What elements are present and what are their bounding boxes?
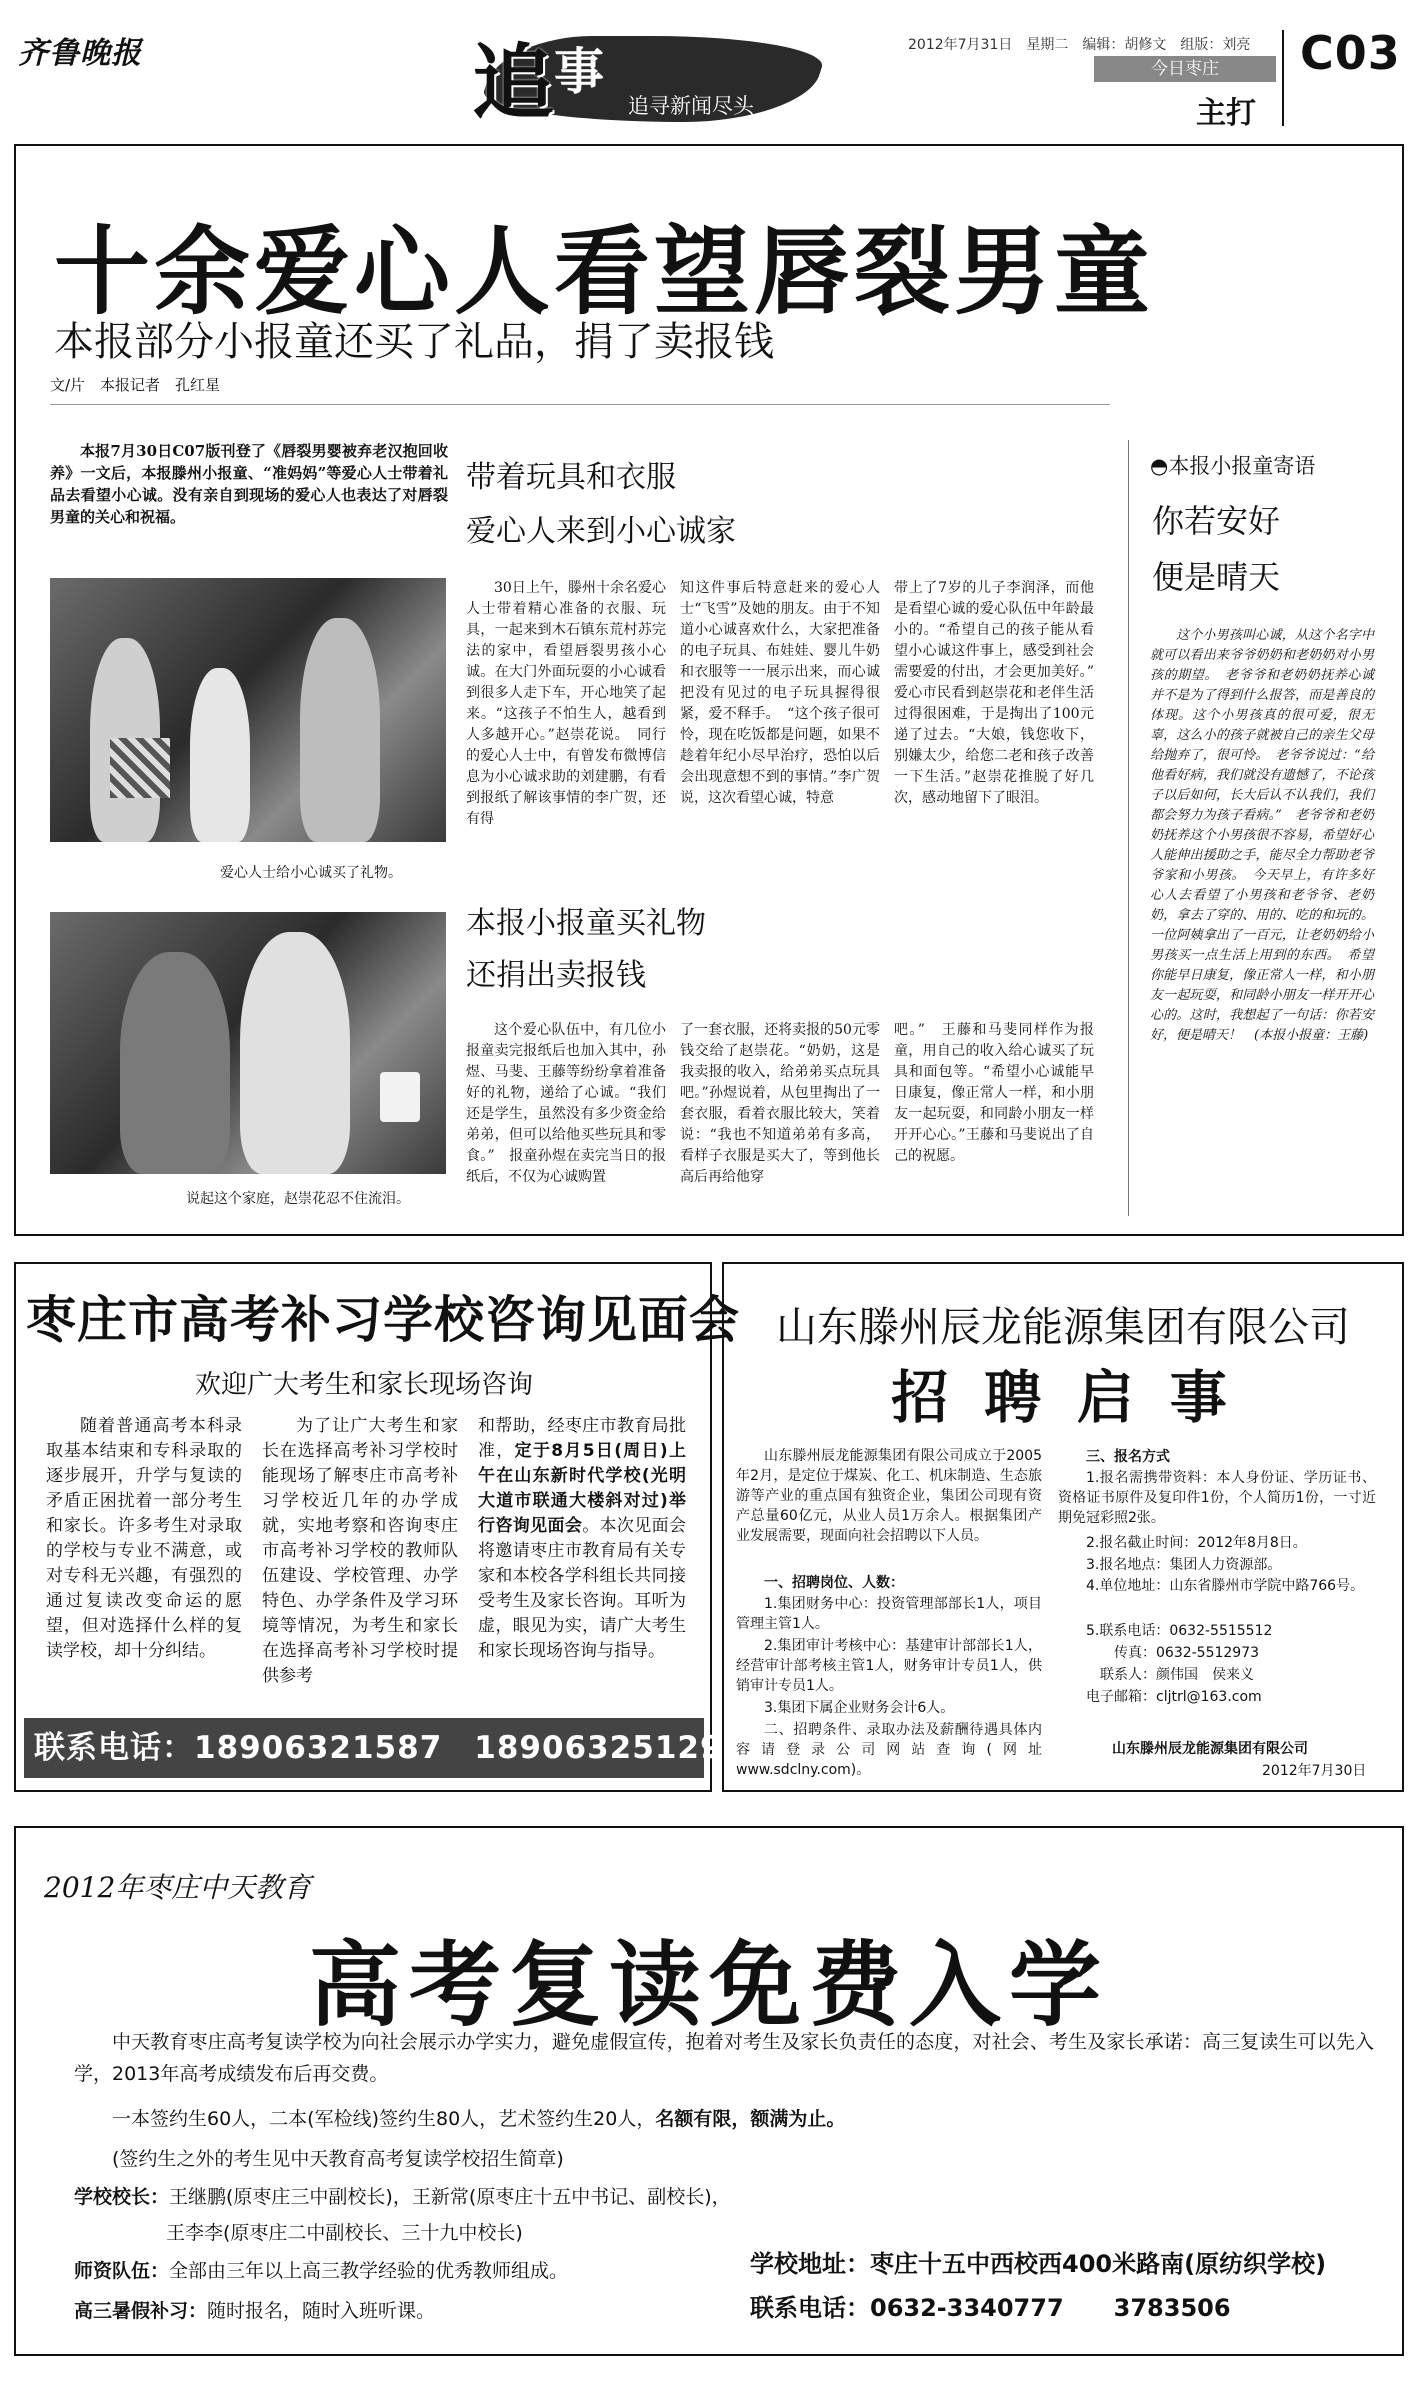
ad2-intro: 山东滕州辰龙能源集团有限公司成立于2005年2月，是定位于煤炭、化工、机床制造、生态旅游等产业的重点国有独资企业，集团公司现有资产总量60亿元，从业人员1万余人。根据集团产业发展需要，现面向社会招聘以下人员。 <box>736 1448 1042 1544</box>
ad1-column-3 <box>478 1414 686 1664</box>
ad2-fax: 传真：0632-5512973 <box>1114 1645 1260 1661</box>
article-photo-2 <box>50 912 446 1174</box>
ad3-note: (签约生之外的考生见中天教育高考复读学校招生简章) <box>112 2148 564 2170</box>
photo-figure <box>300 618 380 842</box>
ad2-signature-date: 2012年7月30日 <box>1262 1763 1367 1779</box>
photo-figure <box>190 668 250 842</box>
section-1-title-line-2: 爱心人来到小心诚家 <box>466 514 736 549</box>
ad3-quota <box>112 2104 845 2131</box>
subsection-label: 主打 <box>1196 96 1256 131</box>
section-1-column-1: 30日上午，滕州十余名爱心人士带着精心准备的衣服、玩具，一起来到木石镇东荒村苏完法的家中，看望唇裂男孩小心诚。在大门外面玩耍的小心诚看到很多人走下车，开心地笑了起来。“这孩子不怕生人，越看到人多越开心。”赵崇花说。 同行的爱心人士中，有曾发布微博信息为小心诚求助的刘建鹏，有看到报纸了解该事情的李广贺，还有得 <box>466 580 666 827</box>
photo-bucket <box>380 1072 420 1122</box>
ad2-title: 招 聘 启 事 <box>891 1365 1235 1431</box>
ad3-faculty <box>74 2256 568 2283</box>
ad3-intro: 中天教育枣庄高考复读学校为向社会展示办学实力，避免虚假宣传，抱着对考生及家长负责任的态度，对社会、考生及家长承诺：高三复读生可以先入学，2013年高考成绩发布后再交费。 <box>74 2031 1374 2085</box>
column-slogan: 追寻新闻尽头 <box>628 94 754 118</box>
ad2-position-3: 3.集团下属企业财务会计6人。 <box>764 1700 955 1716</box>
ad2-company: 山东滕州辰龙能源集团有限公司 <box>776 1303 1350 1351</box>
paper-name: 齐鲁晚报 <box>18 36 142 71</box>
section-1-column-3: 带上了7岁的儿子李润泽，而他是看望心诚的爱心队伍中年龄最小的。“希望自己的孩子能从看望小心诚这件事上，感受到社会需要爱的付出，才会更加美好。” 爱心市民看到赵崇花和老伴生活过得很困难，于是掏出了100元递了过去。“大娘，钱您收下，别嫌太少，给您二老和孩子改善一下生活。”赵崇花推脱了好几次，感动地留下了眼泪。 <box>894 580 1108 806</box>
ad3-summer-label: 高三暑假补习： <box>74 2300 208 2322</box>
ad3-faculty-label: 师资队伍： <box>74 2260 170 2282</box>
ad1-phone-bar: 联系电话：18906321587 18906325129 <box>24 1718 704 1778</box>
ad2-signup-heading: 三、报名方式 <box>1086 1449 1170 1465</box>
ad3-phone-label: 联系电话： <box>750 2294 870 2322</box>
ad3-principals-line-2: 王李李(原枣庄二中副校长、三十九中校长) <box>166 2222 523 2244</box>
ad3-summer-text: 随时报名，随时入班听课。 <box>207 2300 436 2322</box>
ad1-column-1: 随着普通高考本科录取基本结束和专科录取的逐步展开，升学与复读的矛盾正困扰着一部分考生和家长。许多考生对录取的学校与专业不满意，或对专科无兴趣，有强烈的通过复读改变命运的愿望，但对选择什么样的复读学校，却十分纠结。 <box>46 1416 242 1661</box>
column-char-2: 事 <box>554 42 604 101</box>
ad3-faculty-text: 全部由三年以上高三教学经验的优秀教师组成。 <box>169 2260 569 2282</box>
ad1-column-3-text-b: 。本次见面会将邀请枣庄市教育局有关专家和本校各学科组长共同接受考生及家长咨询。耳听为虚，眼见为实，请广大考生和家长现场咨询与指导。 <box>478 1516 687 1661</box>
ad3-phone <box>750 2288 1231 2323</box>
sidebar-title-line-1: 你若安好 <box>1152 502 1281 540</box>
section-tag: 今日枣庄 <box>1094 56 1276 82</box>
byline-rule <box>50 404 1110 405</box>
ad3-quota-text: 一本签约生60人，二本(军检线)签约生80人，艺术签约生20人， <box>112 2108 656 2130</box>
section-2-title-line-1: 本报小报童买礼物 <box>466 906 706 941</box>
section-1-title-line-1: 带着玩具和衣服 <box>466 460 676 495</box>
ad3-quota-limit: 名额有限，额满为止。 <box>655 2108 846 2130</box>
photo-figure <box>240 932 350 1174</box>
ad1-column-3-text-a: 和帮助，经枣庄市教育局批准， <box>478 1416 686 1461</box>
page-code: C03 <box>1300 26 1401 80</box>
article-lead: 本报7月30日C07版刊登了《唇裂男婴被弃老汉抱回收养》一文后，本报滕州小报童、“准妈妈”等爱心人士带着礼品去看望小心诚。没有亲自到现场的爱心人也表达了对唇裂男童的关心和祝福。 <box>50 442 448 526</box>
column-pinyin: zhuishi <box>562 22 615 40</box>
section-2-title-line-2: 还捐出卖报钱 <box>466 958 646 993</box>
ad2-email: 电子邮箱：cljtrl@163.com <box>1086 1689 1262 1705</box>
section-2-column-3: 吧。” 王藤和马斐同样作为报童，用自己的收入给心诚买了玩具和面包等。“希望小心诚能早日康复，像正常人一样，和小朋友一起玩耍，和同龄小朋友一样开开心心。”王藤和马斐说出了自己的祝愿。 <box>894 1022 1094 1164</box>
section-2-column-2: 了一套衣服，还将卖报的50元零钱交给了赵崇花。“奶奶，这是我卖报的收入，给弟弟买点玩具吧。”孙煜说着，从包里掏出了一套衣服，看着衣服比较大，笑着说：“我也不知道弟弟有多高，看样子衣服是买大了，等到他长高后再给他穿 <box>680 1022 880 1185</box>
photo-bag <box>110 738 170 798</box>
ad3-title: 高考复读免费入学 <box>308 1932 1109 2039</box>
ad3-principal-1: 王继鹏(原枣庄三中副校长)，王新常(原枣庄十五中书记、副校长)， <box>169 2186 731 2208</box>
article-byline: 文/片 本报记者 孔红星 <box>50 376 221 394</box>
ad1-title: 枣庄市高考补习学校咨询见面会 <box>26 1291 740 1349</box>
date-line: 2012年7月31日 星期二 编辑：胡修文 组版：刘亮 <box>908 37 1251 53</box>
ad3-phone-1: 0632-3340777 <box>870 2294 1064 2322</box>
photo-1-caption: 爱心人士给小心诚买了礼物。 <box>220 865 402 881</box>
ad3-principal-label: 学校校长： <box>74 2186 170 2208</box>
ad3-address-label: 学校地址： <box>750 2250 870 2278</box>
article-headline: 十余爱心人看望唇裂男童 <box>54 216 1154 328</box>
ad2-signup-place: 3.报名地点：集团人力资源部。 <box>1086 1557 1282 1573</box>
column-char-1: 追 <box>472 35 555 131</box>
sidebar-tag: ◓本报小报童寄语 <box>1150 454 1316 478</box>
ad2-phone: 5.联系电话：0632-5515512 <box>1086 1623 1273 1639</box>
ad3-summer <box>74 2296 435 2323</box>
ad2-address: 4.单位地址：山东省滕州市学院中路766号。 <box>1086 1578 1365 1594</box>
ad3-year-line: 2012年枣庄中天教育 <box>44 1871 312 1904</box>
sidebar-title-line-2: 便是晴天 <box>1152 558 1281 596</box>
ad2-conditions: 二、招聘条件、录取办法及薪酬待遇具体内容请登录公司网站查询(网址www.sdclny.com)。 <box>736 1722 1042 1778</box>
ad1-column-2: 为了让广大考生和家长在选择高考补习学校时能现场了解枣庄市高考补习学校近几年的办学成就，实地考察和咨询枣庄市高考补习学校的教师队伍建设、学校管理、办学特色、办学条件及学习环境等情况，为考生和家长在选择高考补习学校时提供参考 <box>262 1416 458 1686</box>
ad2-contacts: 联系人：颜伟国 侯来义 <box>1100 1667 1254 1683</box>
ad3-principals-line-1 <box>74 2182 731 2209</box>
ad2-signature: 山东滕州辰龙能源集团有限公司 <box>1112 1741 1308 1757</box>
photo-figure <box>120 952 230 1174</box>
section-2-column-1: 这个爱心队伍中，有几位小报童卖完报纸后也加入其中，孙煜、马斐、王藤等纷纷拿着准备好的礼物，递给了心诚。“我们还是学生，虽然没有多少资金给弟弟，但可以给他买些玩具和零食。” 报童孙煜在卖完当日的报纸后，不仅为心诚购置 <box>466 1022 666 1185</box>
ad2-positions-heading: 一、招聘岗位、人数： <box>764 1575 904 1591</box>
ad3-address-text: 枣庄十五中西校西400米路南(原纺织学校) <box>870 2250 1327 2278</box>
ad1-subtitle: 欢迎广大考生和家长现场咨询 <box>194 1370 533 1400</box>
sidebar-divider <box>1128 440 1129 1216</box>
ad3-address <box>750 2244 1326 2279</box>
ad2-signup-materials: 1.报名需携带资料：本人身份证、学历证书、资格证书原件及复印件1份，个人简历1份，一寸近期免冠彩照2张。 <box>1058 1470 1376 1526</box>
article-subheadline: 本报部分小报童还买了礼品，捐了卖报钱 <box>54 319 774 365</box>
section-1-column-2: 知这件事后特意赶来的爱心人士“飞雪”及她的朋友。由于不知道小心诚喜欢什么，大家把准备的电子玩具、布娃娃、婴儿牛奶和衣服等一一展示出来，而心诚把没有见过的电子玩具握得很紧，爱不释手。 “这个孩子很可怜，现在吃饭都是问题，如果不趁着年纪小尽早治疗，恐怕以后会出现意想不到的事情。”李广贺说，这次看望心诚，特意 <box>680 580 880 806</box>
sidebar-text: 这个小男孩叫心诚，从这个名字中就可以看出来爷爷奶奶和老奶奶对小男孩的期望。 老爷爷和老奶奶抚养心诚并不是为了得到什么报答，而是善良的体现。这个小男孩真的很可爱，很无辜，这么小的孩子就被自己的亲生父母给抛弃了，很可怜。 老爷爷说过：“给他看好病，我们就没有遗憾了，不论孩子以后如何，长大后认不认我们，我们都会努力为孩子看病。” 老爷爷和老奶奶抚养这个小男孩很不容易，希望好心人能伸出援助之手，能尽全力帮助老爷爷家和小男孩。 今天早上，有许多好心人去看望了小男孩和老爷爷、老奶奶，拿去了穿的、用的、吃的和玩的。一位阿姨拿出了一百元，让老奶奶给小男孩买一点生活上用到的东西。 希望你能早日康复，像正常人一样，和小朋友一起玩耍，和同龄小朋友一样开开心心的。这时，我想起了一句话：你若安好，便是晴天！ (本报小报童：王藤) <box>1150 628 1374 1043</box>
ad1-event-details: 定于8月5日(周日)上午在山东新时代学校(光明大道市联通大楼斜对过)举行咨询见面会 <box>478 1441 687 1536</box>
ad2-signup-deadline: 2.报名截止时间：2012年8月8日。 <box>1086 1535 1307 1551</box>
ad2-position-2: 2.集团审计考核中心：基建审计部部长1人，经营审计部考核主管1人，财务审计专员1人，供销审计专员1人。 <box>736 1638 1042 1694</box>
ad2-position-1: 1.集团财务中心：投资管理部部长1人，项目管理主管1人。 <box>736 1596 1042 1632</box>
column-logo <box>462 14 864 144</box>
article-photo-1 <box>50 578 446 842</box>
masthead-divider <box>1282 30 1284 126</box>
photo-2-caption: 说起这个家庭，赵崇花忍不住流泪。 <box>186 1191 410 1207</box>
ad3-phone-2: 3783506 <box>1113 2294 1231 2322</box>
